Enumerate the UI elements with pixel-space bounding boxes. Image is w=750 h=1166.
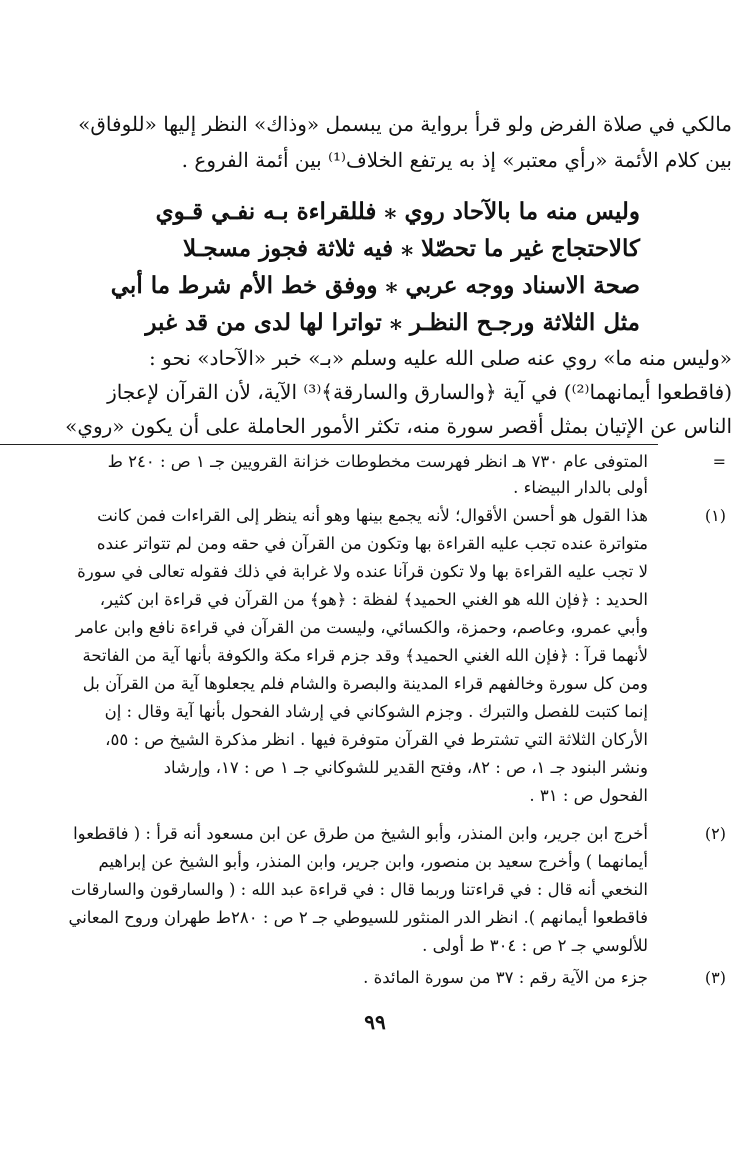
footnote-line: الحديد : ﴿فإن الله هو الغني الحميد﴾ لفظة : ﴿هو﴾ من القرآن في قراءة ابن كثير، — [99, 590, 648, 609]
footnote-line: المتوفى عام ٧٣٠ هـ انظر فهرست مخطوطات خزانة القرويين جـ ١ ص : ٢٤٠ ط — [107, 452, 648, 471]
commentary-line: (فاقطعوا أيمانهما⁽²⁾) في آية ﴿والسارق والسارقة﴾⁽³⁾ الآية، لأن القرآن لإعجاز — [107, 380, 732, 404]
poem-verse: صحة الاسناد ووجه عربي ⁎ ووفق خط الأم شرط ما أبي — [110, 272, 640, 299]
footnote-mark: = — [712, 452, 726, 471]
footnote-line: الأركان الثلاثة التي تشترط في القرآن متوفرة فيها . انظر مذكرة الشيخ ص : ٥٥، — [105, 730, 648, 749]
footnote-line: لا تجب عليه القراءة بها ولا تكون قرآنا عنده ولا غرابة في ذلك فقوله تعالى في سورة — [77, 562, 648, 581]
poem-verse: كالاحتجاج غير ما تحصّلا ⁎ فيه ثلاثة فجوز مسجـلا — [182, 235, 640, 262]
footnote-line: ونشر البنود جـ ١، ص : ٨٢، وفتح القدير للشوكاني جـ ١ ص : ١٧، وإرشاد — [163, 758, 648, 777]
poem-verse: مثل الثلاثة ورجـح النظـر ⁎ تواترا لها لدى من قد غبر — [145, 309, 640, 336]
poem-verse: وليس منه ما بالآحاد روي ⁎ فللقراءة بـه نفـي قـوي — [155, 198, 640, 225]
commentary-line: الناس عن الإتيان بمثل أقصر سورة منه، تكثر الأمور الحاملة على أن يكون «روي» — [65, 414, 732, 438]
footnote-line: ومن كل سورة وخالفهم قراء المدينة والبصرة والشام فلم يجعلوها آية من القرآن بل — [82, 674, 648, 693]
footnote-line: للألوسي جـ ٢ ص : ٣٠٤ ط أولى . — [422, 936, 648, 955]
footnote-line: إنما كتبت للفصل والتبرك . وجزم الشوكاني في إرشاد الفحول بأنها آية وقال : إن — [104, 702, 648, 721]
footnote-line: النخعي أنه قال : في قراءتنا وربما قال : في قراءة عبد الله : ( والسارقون والسارقات — [70, 880, 648, 899]
footnote-line: الفحول ص : ٣١ . — [529, 786, 648, 805]
footnote-line: هذا القول هو أحسن الأقوال؛ لأنه يجمع بينها وهو أنه ينظر إلى القراءات فمن كانت — [97, 506, 648, 525]
intro-line: بين كلام الأئمة «رأي معتبر» إذ به يرتفع الخلاف⁽¹⁾ بين أئمة الفروع . — [181, 148, 732, 172]
footnote-line: فاقطعوا أيمانهم ). انظر الدر المنثور للسيوطي جـ ٢ ص : ٢٨٠ط طهران وروح المعاني — [68, 908, 648, 927]
footnote-line: وأبي عمرو، وعاصم، وحمزة، والكسائي، وليست من القرآن في قراءة نافع وابن عامر — [75, 618, 648, 637]
footnote-line: متواترة عنده تجب عليه القراءة بها وتكون من القرآن في حقه ومن لم تتواتر عنده — [96, 534, 648, 553]
footnote-line: جزء من الآية رقم : ٣٧ من سورة المائدة . — [363, 968, 648, 987]
footnote-separator — [0, 444, 658, 445]
footnote-line: أيمانهما ) وأخرج سعيد بن منصور، وابن جرير، وابن المنذر، وأبو الشيخ عن إبراهيم — [98, 852, 648, 871]
intro-line: مالكي في صلاة الفرض ولو قرأ برواية من يبسمل «وذاك» النظر إليها «للوفاق» — [78, 112, 732, 136]
footnote-line: أولى بالدار البيضاء . — [513, 478, 648, 497]
footnote-line: أخرج ابن جرير، وابن المنذر، وأبو الشيخ من طرق عن ابن مسعود أنه قرأ : ( فاقطعوا — [73, 824, 648, 843]
footnote-mark: (١) — [704, 506, 726, 525]
commentary-line: «وليس منه ما» روي عنه صلى الله عليه وسلم «بـ» خبر «الآحاد» نحو : — [149, 346, 732, 370]
page-number: ٩٩ — [364, 1010, 386, 1034]
footnote-mark: (٢) — [704, 824, 726, 843]
footnote-mark: (٣) — [704, 968, 726, 987]
footnote-line: لأنهما قرآ : ﴿فإن الله الغني الحميد﴾ وقد جزم قراء مكة والكوفة بأنها آية من الفاتحة — [82, 646, 648, 665]
